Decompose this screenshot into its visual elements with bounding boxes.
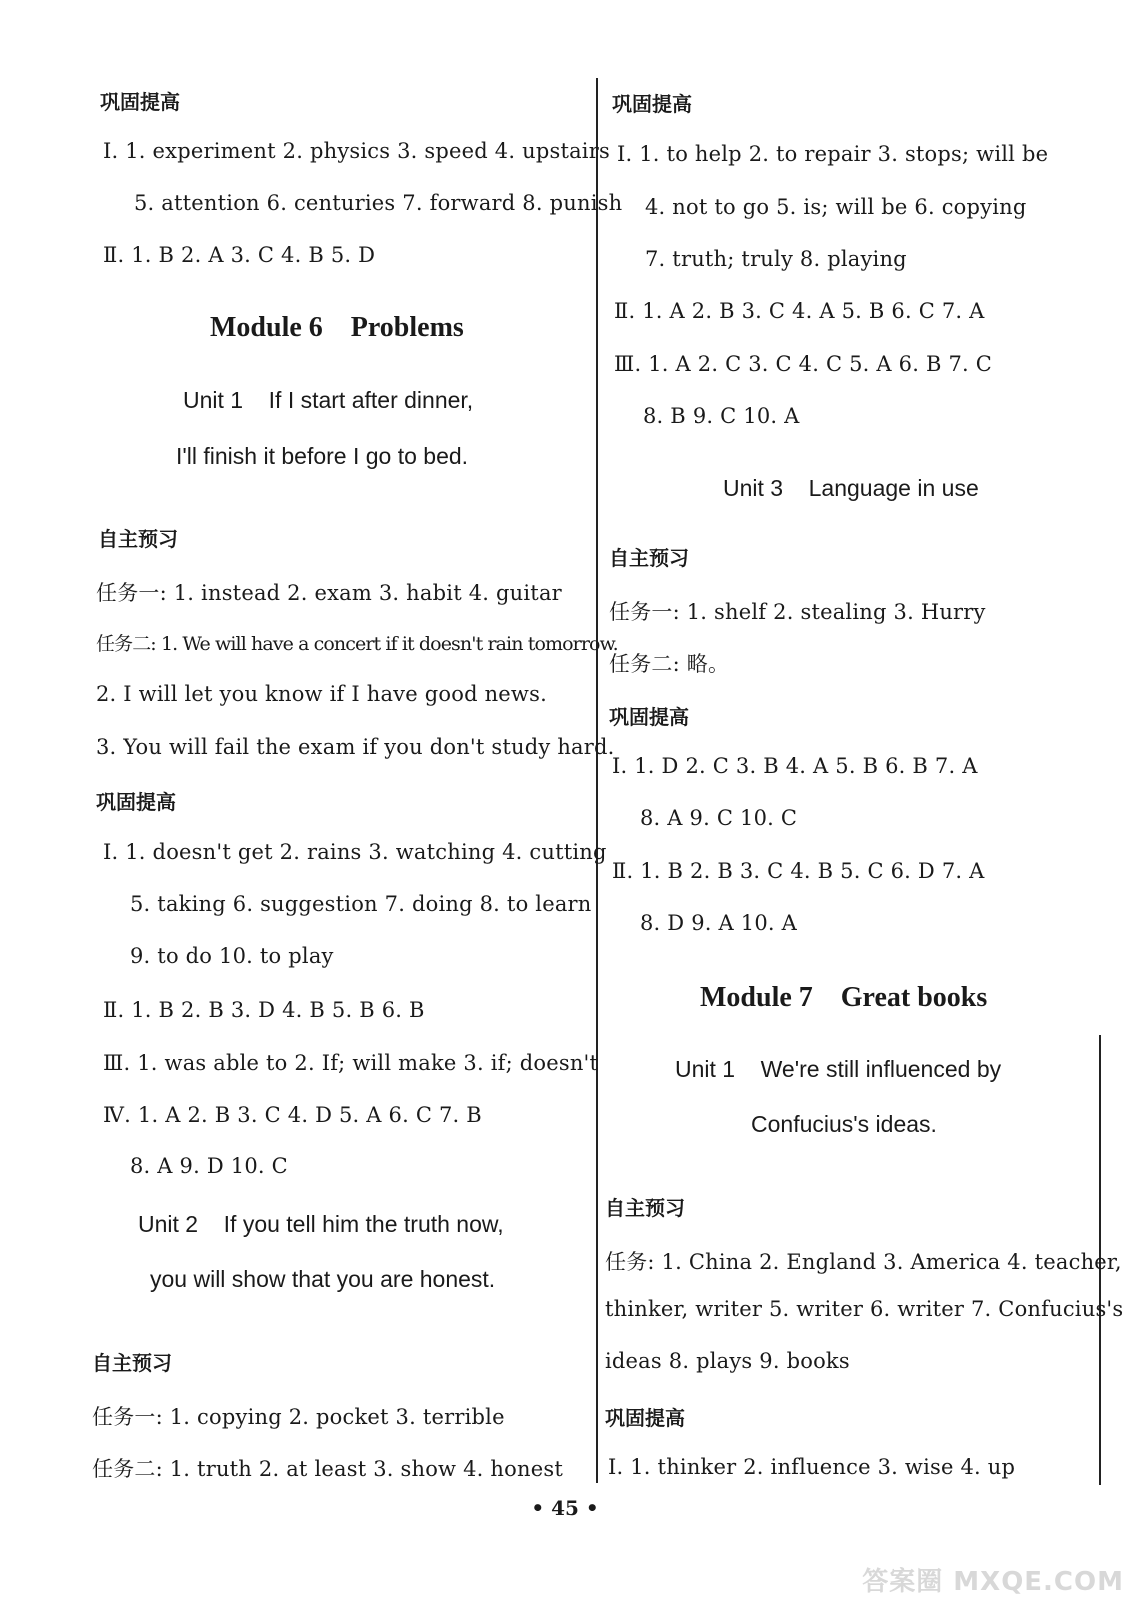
answer-line: Ⅱ. 1. B 2. B 3. D 4. B 5. B 6. B xyxy=(103,998,425,1022)
answer-line: Ⅰ. 1. experiment 2. physics 3. speed 4. upstairs xyxy=(103,139,610,163)
unit-title: I'll finish it before I go to bed. xyxy=(176,443,469,469)
section-heading: 巩固提高 xyxy=(96,790,176,814)
answer-line: 任务二: 1. We will have a concert if it doesn't rain tomorrow. xyxy=(96,633,618,655)
unit-title: you will show that you are honest. xyxy=(150,1266,496,1292)
section-heading: 巩固提高 xyxy=(100,90,180,114)
answer-line: Ⅰ. 1. doesn't get 2. rains 3. watching 4. cutting xyxy=(103,840,607,864)
answer-line: 5. attention 6. centuries 7. forward 8. punish xyxy=(134,191,623,215)
answer-line: ideas 8. plays 9. books xyxy=(605,1349,850,1373)
section-heading: 巩固提高 xyxy=(609,705,689,729)
answer-line: 任务一: 1. copying 2. pocket 3. terrible xyxy=(92,1405,505,1429)
answer-line: Ⅱ. 1. B 2. B 3. C 4. B 5. C 6. D 7. A xyxy=(612,859,985,883)
section-heading: 自主预习 xyxy=(609,546,689,570)
section-heading: 巩固提高 xyxy=(612,92,692,116)
answer-line: Ⅳ. 1. A 2. B 3. C 4. D 5. A 6. C 7. B xyxy=(103,1103,482,1127)
answer-line: Ⅰ. 1. thinker 2. influence 3. wise 4. up xyxy=(608,1455,1016,1479)
answer-line: 8. A 9. D 10. C xyxy=(130,1154,288,1178)
answer-line: 3. You will fail the exam if you don't study hard. xyxy=(96,735,615,759)
column-divider xyxy=(596,78,598,1483)
section-heading: 自主预习 xyxy=(605,1196,685,1220)
section-heading: 自主预习 xyxy=(92,1351,172,1375)
answer-line: thinker, writer 5. writer 6. writer 7. Confucius's xyxy=(605,1297,1124,1321)
answer-line: 4. not to go 5. is; will be 6. copying xyxy=(645,195,1027,219)
answer-line: Ⅲ. 1. A 2. C 3. C 4. C 5. A 6. B 7. C xyxy=(614,352,993,376)
unit-title: Unit 2 If you tell him the truth now, xyxy=(138,1211,504,1237)
answer-line: 7. truth; truly 8. playing xyxy=(645,247,907,271)
answer-line: 9. to do 10. to play xyxy=(130,944,334,968)
answer-line: 8. B 9. C 10. A xyxy=(643,404,800,428)
answer-line: 8. D 9. A 10. A xyxy=(640,911,798,935)
answer-line: 2. I will let you know if I have good news. xyxy=(96,682,547,706)
answer-line: 任务一: 1. shelf 2. stealing 3. Hurry xyxy=(609,600,986,624)
section-heading: 自主预习 xyxy=(98,527,178,551)
answer-line: 任务: 1. China 2. England 3. America 4. teacher, xyxy=(605,1250,1122,1274)
unit-title: Unit 3 Language in use xyxy=(723,475,979,501)
watermark: 答案圈 MXQE.COM xyxy=(862,1567,1124,1597)
answer-line: 5. taking 6. suggestion 7. doing 8. to learn xyxy=(130,892,592,916)
answer-line: Ⅰ. 1. to help 2. to repair 3. stops; will be xyxy=(617,142,1049,166)
answer-line: 任务一: 1. instead 2. exam 3. habit 4. guitar xyxy=(96,581,562,605)
unit-title: Confucius's ideas. xyxy=(751,1111,937,1137)
answer-line: 8. A 9. C 10. C xyxy=(640,806,798,830)
module-title: Module 7 Great books xyxy=(700,982,988,1013)
answer-line: Ⅱ. 1. B 2. A 3. C 4. B 5. D xyxy=(103,243,376,267)
unit-title: Unit 1 We're still influenced by xyxy=(675,1056,1002,1082)
section-heading: 巩固提高 xyxy=(605,1406,685,1430)
answer-line: 任务二: 略。 xyxy=(609,652,730,676)
answer-line: Ⅱ. 1. A 2. B 3. C 4. A 5. B 6. C 7. A xyxy=(614,299,985,323)
module-title: Module 6 Problems xyxy=(210,312,464,343)
answer-line: Ⅰ. 1. D 2. C 3. B 4. A 5. B 6. B 7. A xyxy=(612,754,978,778)
answer-line: 任务二: 1. truth 2. at least 3. show 4. honest xyxy=(92,1457,563,1481)
unit-title: Unit 1 If I start after dinner, xyxy=(183,387,474,413)
answer-line: Ⅲ. 1. was able to 2. If; will make 3. if; doesn't xyxy=(103,1051,599,1075)
page-number: • 45 • xyxy=(531,1496,599,1520)
